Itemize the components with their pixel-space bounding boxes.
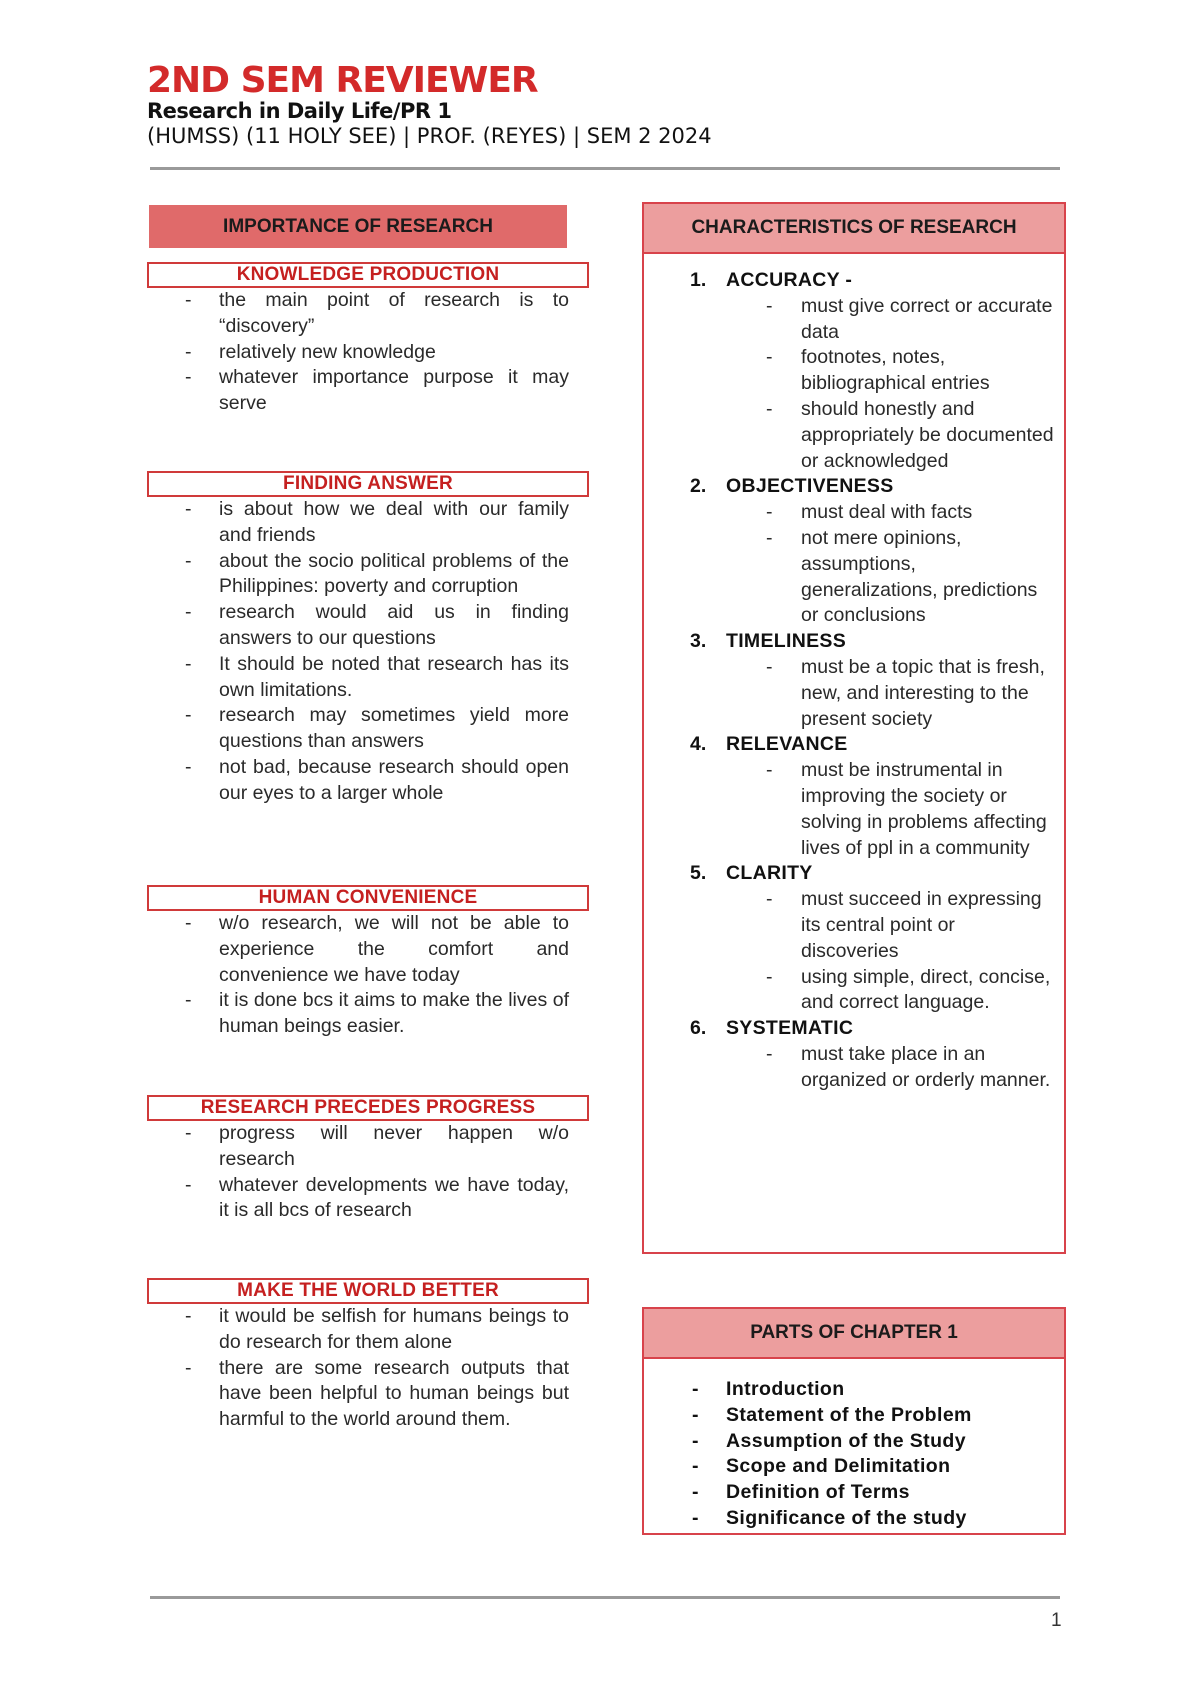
- section-list: [147, 911, 589, 1040]
- characteristic-objectiveness: [644, 474, 1064, 629]
- list-item: - footnotes, notes, bibliographical entries: [644, 345, 1064, 397]
- item-number: 5.: [690, 862, 707, 885]
- item-number: 1.: [690, 269, 707, 291]
- header-divider: [150, 167, 1060, 170]
- list-item: - Definition of Terms: [644, 1480, 1064, 1506]
- characteristic-accuracy: [644, 268, 1064, 474]
- list-item: - must succeed in expressing its central point or discoveries: [644, 887, 1064, 964]
- list-item: - Significance of the study: [644, 1506, 1064, 1532]
- section-list: [147, 288, 589, 417]
- characteristic-points: [644, 887, 1064, 1016]
- characteristic-points: [644, 500, 1064, 629]
- list-item: - must be a topic that is fresh, new, and interesting to the present society: [644, 655, 1064, 732]
- list-item: - Assumption of the Study: [644, 1429, 1064, 1455]
- characteristic-label: SYSTEMATIC: [726, 1017, 854, 1040]
- characteristic-systematic: [644, 1016, 1064, 1093]
- section-list: [147, 497, 589, 807]
- item-number: 6.: [690, 1017, 707, 1040]
- section-title: KNOWLEDGE PRODUCTION: [147, 262, 589, 288]
- section-finding-answer: [147, 471, 589, 807]
- list-item: - Statement of the Problem: [644, 1403, 1064, 1429]
- characteristics-title: CHARACTERISTICS OF RESEARCH: [644, 204, 1064, 254]
- page-title: 2ND SEM REVIEWER: [147, 60, 538, 101]
- chapter1-title: PARTS OF CHAPTER 1: [644, 1309, 1064, 1359]
- list-item: - Scope and Delimitation: [644, 1454, 1064, 1480]
- list-item: - relatively new knowledge: [147, 340, 589, 366]
- item-number: 4.: [690, 733, 707, 756]
- characteristics-list: [644, 254, 1064, 1094]
- item-number: 2.: [690, 475, 707, 498]
- course-meta: (HUMSS) (11 HOLY SEE) | PROF. (REYES) | SEM 2 2024: [147, 124, 712, 148]
- section-title: HUMAN CONVENIENCE: [147, 885, 589, 911]
- list-item: - It should be noted that research has its own limitations.: [147, 652, 589, 704]
- list-item: - it would be selfish for humans beings to do research for them alone: [147, 1304, 589, 1356]
- section-list: [147, 1121, 589, 1224]
- characteristic-label: ACCURACY -: [726, 269, 853, 291]
- list-item: - must deal with facts: [644, 500, 1064, 526]
- characteristic-timeliness: [644, 629, 1064, 732]
- item-number: 3.: [690, 630, 707, 653]
- list-item: - there are some research outputs that have been helpful to human beings but harmful to the world around them.: [147, 1356, 589, 1433]
- list-item: - w/o research, we will not be able to experience the comfort and convenience we have today: [147, 911, 589, 988]
- list-item: - must take place in an organized or orderly manner.: [644, 1042, 1064, 1094]
- characteristic-label: RELEVANCE: [726, 733, 848, 756]
- list-item: - must give correct or accurate data: [644, 294, 1064, 346]
- characteristic-clarity: [644, 861, 1064, 1016]
- characteristic-relevance: [644, 732, 1064, 861]
- list-item: - the main point of research is to “discovery”: [147, 288, 589, 340]
- section-list: [147, 1304, 589, 1433]
- section-title: RESEARCH PRECEDES PROGRESS: [147, 1095, 589, 1121]
- list-item: - should honestly and appropriately be documented or acknowledged: [644, 397, 1064, 474]
- characteristic-points: [644, 758, 1064, 861]
- characteristic-label: OBJECTIVENESS: [726, 475, 894, 498]
- characteristic-points: [644, 1042, 1064, 1094]
- section-research-precedes-progress: [147, 1095, 589, 1224]
- characteristic-points: [644, 294, 1064, 475]
- list-item: - using simple, direct, concise, and correct language.: [644, 965, 1064, 1017]
- chapter1-list: [644, 1359, 1064, 1532]
- list-item: - not mere opinions, assumptions, generalizations, predictions or conclusions: [644, 526, 1064, 629]
- list-item: - whatever importance purpose it may serve: [147, 365, 589, 417]
- importance-column: [147, 205, 589, 1431]
- section-title: MAKE THE WORLD BETTER: [147, 1278, 589, 1304]
- section-knowledge-production: [147, 262, 589, 417]
- list-item: - it is done bcs it aims to make the lives of human beings easier.: [147, 988, 589, 1040]
- characteristic-label: CLARITY: [726, 862, 813, 885]
- importance-banner: IMPORTANCE OF RESEARCH: [149, 205, 567, 248]
- list-item: - progress will never happen w/o research: [147, 1121, 589, 1173]
- characteristic-label: TIMELINESS: [726, 630, 847, 653]
- chapter1-box: [642, 1307, 1066, 1535]
- characteristics-box: [642, 202, 1066, 1254]
- section-title: FINDING ANSWER: [147, 471, 589, 497]
- list-item: - whatever developments we have today, it is all bcs of research: [147, 1173, 589, 1225]
- list-item: - research may sometimes yield more questions than answers: [147, 703, 589, 755]
- list-item: - must be instrumental in improving the society or solving in problems affecting lives of ppl in a community: [644, 758, 1064, 861]
- list-item: - about the socio political problems of the Philippines: poverty and corruption: [147, 549, 589, 601]
- list-item: - research would aid us in finding answers to our questions: [147, 600, 589, 652]
- section-make-the-world-better: [147, 1278, 589, 1433]
- section-human-convenience: [147, 885, 589, 1040]
- footer-divider: [150, 1596, 1060, 1599]
- course-subtitle: Research in Daily Life/PR 1: [147, 99, 452, 123]
- page-number: 1: [1051, 1610, 1062, 1631]
- list-item: - not bad, because research should open our eyes to a larger whole: [147, 755, 589, 807]
- list-item: - Introduction: [644, 1377, 1064, 1403]
- characteristic-points: [644, 655, 1064, 732]
- list-item: - is about how we deal with our family and friends: [147, 497, 589, 549]
